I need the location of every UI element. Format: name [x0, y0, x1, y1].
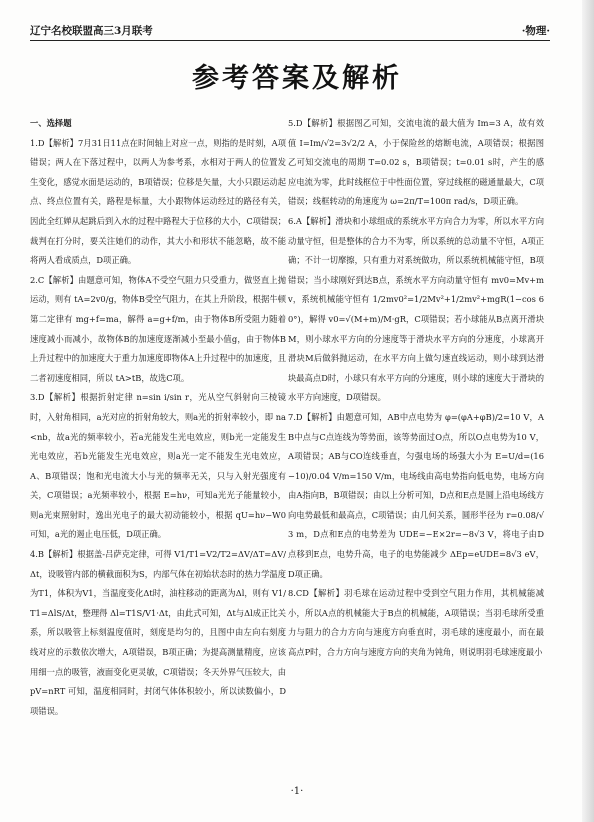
answer-q2: 2.C【解析】由题意可知，物体A不受空气阻力只受重力，做竖直上抛运动，则有 tA=2v0/g，物体B受空气阻力，在其上升阶段，根据牛顿第二定律有 mg+f=ma，解得 a=g+f/m，由于物体B所受阻力随着速度减小而减小，故物体B的加速度逐渐减小至最小值g，由于物体B上升过程中的加速度大于重力加速度即物体A上升过程中的加速度，且二者初速度相同，所以 tA>tB，故选C项。 — [30, 274, 286, 383]
header-divider — [30, 40, 550, 41]
page-edge-shadow — [582, 0, 594, 822]
answer-q3: 3.D【解析】根据折射定律 n=sin i/sin r，光从空气斜射向三棱镜时，入射角相同，a光对应的折射角较大，则a光的折射率较小，即 na<nb，故a光的频率较小，若a光能发生光电效应，则b光一定能发生光电效应，若b光能发生光电效应，则a光一定不能发生光电效应，A、B项错误；饱和光电流大小与光的频率无关，只与入射光强度有关，C项错误；a光频率较小，根据 E=hν，可知a光光子能量较小，则a光束照射时，逸出光电子的最大初动能较小，根据 qU=hν−W0 可知，a光的遏止电压低，D项正确。 — [30, 392, 286, 540]
section-title: 一、选择题 — [30, 118, 72, 128]
page-title: 参考答案及解析 — [192, 63, 402, 94]
answer-q6: 6.A【解析】滑块和小球组成的系统水平方向合力为零，所以水平方向动量守恒，但是整体的合力不为零，所以系统的总动量不守恒，A项正确；不计一切摩擦，只有重力对系统做功，所以系统机械能守恒，B项错误；当小球刚好到达B点，系统水平方向动量守恒有 mv0=Mv+mv，系统机械能守恒有 1/2mv0²=1/2Mv²+1/2mv²+mgR(1−cos 60°)，解得 v0=√(M+m)/M·gR，C项错误；若小球能从B点离开滑块M，则小球水平方向的分速度等于滑块水平方向的分速度，小球离开滑块M后做斜抛运动，在水平方向上做匀速直线运动，则小球到达滑块最高点D时，小球只有水平方向的分速度，则小球的速度大于滑块的水平方向速度，D项错误。 — [288, 215, 544, 403]
answer-q1: 1.D【解析】7月31日11点在时间轴上对应一点，则指的是时刻，A项错误；两人在下落过程中，以两人为参考系，水相对于两人的位置发生变化，感觉水面是运动的，B项错误；位移是矢量，大小只跟运动起点、终点位置有关，路程是标量，大小跟物体运动经过的路径有关，因此全红婵从起跳后到入水的过程中路程大于位移的大小，C项错误；裁判在打分时，要关注她们的动作，其大小和形状不能忽略，故不能将两人看成质点，D项正确。 — [30, 137, 286, 266]
subject-label: ·物理· — [521, 25, 550, 37]
page-header — [30, 23, 550, 39]
page-number: ·1· — [290, 786, 304, 797]
exam-name: 辽宁名校联盟高三3月联考 — [30, 25, 153, 37]
answer-q7: 7.D【解析】由题意可知，AB中点电势为 φ=(φA+φB)/2=10 V，AB中点与C点连线为等势面，该等势面过O点，所以O点电势为10 V，A项错误；AB与CO连线垂直，匀强电场的场强大小为 E=U/d=(16−10)/0.04 V/m=150 V/m，电场线由高电势指向低电势，电场方向由A指向B，B项错误；由以上分析可知，D点和E点是圆上沿电场线方向电势最低和最高点，C项错误；由几何关系，圆形半径为 r=0.08/√3 m，D点和E点的电势差为 UDE=−E×2r=−8√3 V，将电子由D点移到E点，电势升高，电子的电势能减少 ΔEp=eUDE=8√3 eV，D项正确。 — [288, 411, 544, 579]
left-column — [30, 114, 286, 721]
answer-q4: 4.B【解析】根据盖-吕萨克定律，可得 V1/T1=V2/T2=ΔV/ΔT=ΔV/Δt，设吸管内部的横截面积为S，内部气体在初始状态时的热力学温度为T1，体积为V1，当温度变化Δt时，油柱移动的距离为Δl，则有 V1/T1=ΔlS/Δt，整理得 Δl=T1S/V1·Δt，由此式可知，Δt与Δl成正比关系，所以吸管上标刻温度值时，刻度是均匀的，且图中由左向右刻度线对应的示数依次增大，A项错误，B项正确；为提高测量精度，应该用细一点的吸管，液面变化更灵敏，C项错误；冬天外界气压较大，由 pV=nRT 可知，温度相同时，封闭气体体积较小，所以读数偏小，D项错误。 — [30, 549, 286, 716]
answer-q5: 5.D【解析】根据图乙可知，交流电流的最大值为 Im=3 A，故有效值 I=Im/√2=3√2/2 A，小于保险丝的熔断电流，A项错误；根据图乙可知交流电的周期 T=0.02 s，B项错误；t=0.01 s时，产生的感应电流为零，此时线框位于中性面位置，穿过线框的磁通量最大，C项错误；线框转动的角速度为 ω=2π/T=100π rad/s，D项正确。 — [288, 118, 544, 207]
right-column — [288, 114, 544, 663]
answer-q8: 8.CD【解析】羽毛球在运动过程中受到空气阻力作用，其机械能减小，所以A点的机械能大于B点的机械能，A项错误；当羽毛球所受重力与阻力的合力方向与速度方向垂直时，羽毛球的速度最小，而在最高点P时，合力方向与速度方向的夹角为钝角，则说明羽毛球速度最小 — [288, 588, 544, 658]
